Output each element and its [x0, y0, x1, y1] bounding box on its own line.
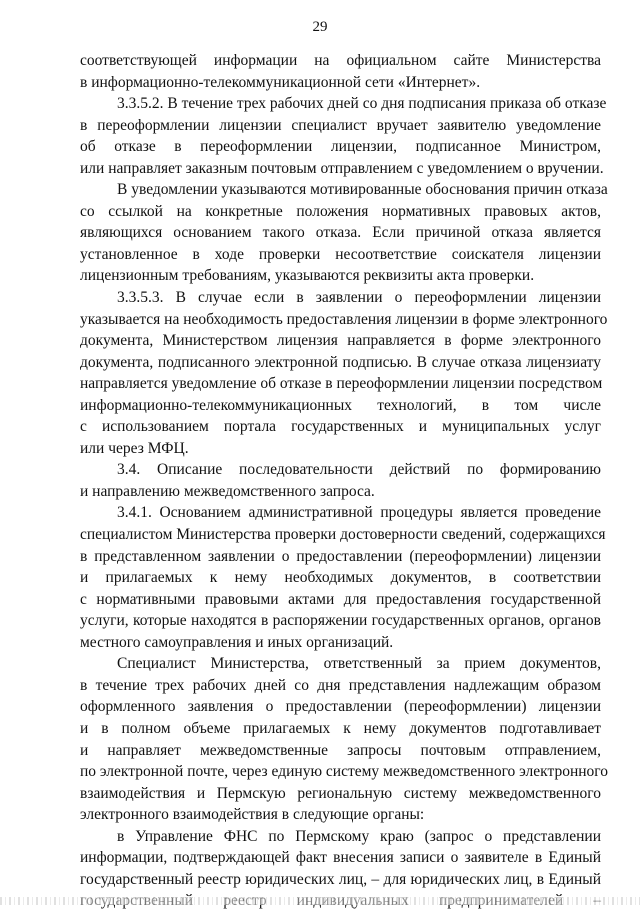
text-line: информации, подтверждающей факт внесения записи о заявителе в Единый [80, 849, 601, 867]
text-line: государственный реестр юридических лиц, – для юридических лиц, в Единый [80, 870, 601, 888]
text-line: соответствующей информации на официальном сайте Министерства [80, 52, 601, 69]
scan-edge-artifact [0, 897, 640, 905]
text-line: и в полном объеме прилагаемых к нему документов подготавливает [80, 719, 601, 737]
text-line: в течение трех рабочих дней со дня представления надлежащим образом [80, 676, 601, 694]
text-line: с использованием портала государственных и муниципальных услуг [80, 418, 601, 436]
text-line: Специалист Министерства, ответственный за прием документов, [117, 655, 601, 673]
text-line: электронного взаимодействия в следующие органы: [80, 806, 425, 824]
text-line: документа, подписанного электронной подписью. В случае отказа лицензиату [80, 353, 601, 371]
text-line: в Управление ФНС по Пермскому краю (запрос о представлении [117, 827, 601, 845]
text-line: в представленном заявлении о предоставлении (переоформлении) лицензии [80, 547, 601, 565]
text-line: в переоформлении лицензии специалист вручает заявителю уведомление [80, 116, 601, 134]
page-number: 29 [312, 19, 328, 35]
text-line: 3.3.5.3. В случае если в заявлении о переоформлении лицензии [117, 289, 601, 307]
text-line: лицензионным требованиям, указываются реквизиты акта проверки. [80, 267, 535, 285]
text-line: услуги, которые находятся в распоряжении государственных органов, органов [80, 612, 601, 630]
text-line: и направлению межведомственного запроса. [80, 482, 375, 500]
text-line: В уведомлении указываются мотивированные обоснования причин отказа [117, 181, 608, 199]
text-line: документа, Министерством лицензия направляется в форме электронного [80, 332, 601, 350]
text-line: или направляет заказным почтовым отправлением с уведомлением о вручении. [80, 159, 604, 177]
text-line: или через МФЦ. [80, 439, 189, 457]
text-line: об отказе в переоформлении лицензии, подписанное Министром, [80, 138, 601, 156]
text-line: местного самоуправления и иных организаций. [80, 633, 394, 651]
text-line: 3.3.5.2. В течение трех рабочих дней со дня подписания приказа об отказе [117, 95, 607, 113]
text-line: 3.4. Описание последовательности действий по формированию [117, 461, 601, 479]
text-line: с нормативными правовыми актами для предоставления государственной [80, 590, 601, 608]
text-line: по электронной почте, через единую систему межведомственного электронного [80, 763, 609, 781]
body-text [80, 50, 609, 912]
text-line: в информационно-телекоммуникационной сети «Интернет». [80, 73, 481, 91]
text-line: взаимодействия и Пермскую региональную систему межведомственного [80, 784, 601, 802]
text-line: указывается на необходимость предоставления лицензии в форме электронного [80, 310, 608, 328]
text-line: информационно-телекоммуникационных технологий, в том числе [80, 396, 601, 414]
text-line: направляется уведомление об отказе в переоформлении лицензии посредством [80, 375, 603, 393]
text-line: установленное в ходе проверки несоответствие соискателя лицензии [80, 245, 601, 263]
text-line: специалистом Министерства проверки достоверности сведений, содержащихся [80, 526, 606, 544]
text-line: и направляет межведомственные запросы почтовым отправлением, [80, 741, 601, 759]
text-line: являющихся основанием такого отказа. Если причиной отказа является [80, 224, 601, 242]
text-line: со ссылкой на конкретные положения нормативных правовых актов, [80, 202, 601, 220]
text-line: 3.4.1. Основанием административной процедуры является проведение [117, 504, 601, 522]
text-line: оформленного заявления о предоставлении (переоформлении) лицензии [80, 698, 601, 716]
text-line: и прилагаемых к нему необходимых документов, в соответствии [80, 569, 601, 587]
